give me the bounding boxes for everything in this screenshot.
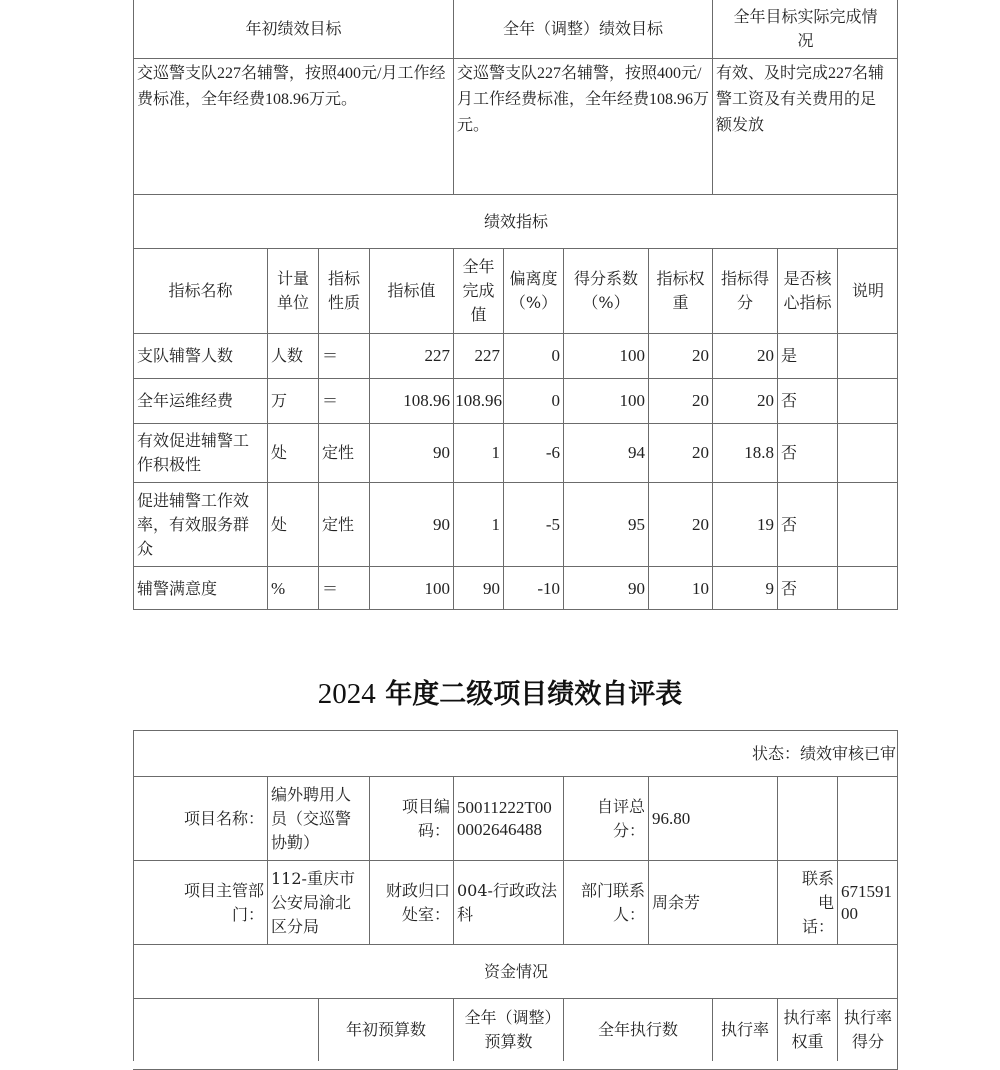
total-score-value: 96.80 — [648, 776, 777, 860]
row3-weight: 20 — [648, 482, 712, 566]
row4-coef: 90 — [563, 566, 648, 610]
row4-unit: % — [267, 566, 318, 610]
row2-actual: 1 — [453, 423, 503, 482]
phone-label: 联系电话： — [777, 860, 837, 944]
row4-actual: 90 — [453, 566, 503, 610]
col-annual-execution: 全年执行数 — [563, 998, 712, 1061]
row0-actual: 227 — [453, 333, 503, 378]
row4-weight: 10 — [648, 566, 712, 610]
row1-score: 20 — [712, 378, 777, 423]
row1-weight: 20 — [648, 378, 712, 423]
col-initial-budget: 年初预算数 — [318, 998, 453, 1061]
row2-name: 有效促进辅警工作积极性 — [133, 423, 267, 482]
dept-label: 项目主管部门： — [133, 860, 267, 944]
row4-target: 100 — [369, 566, 453, 610]
row3-nature: 定性 — [318, 482, 369, 566]
row4-note — [837, 566, 898, 610]
row1-unit: 万 — [267, 378, 318, 423]
actual-completion-text: 有效、及时完成227名辅警工资及有关费用的足额发放 — [712, 58, 898, 194]
row3-name: 促进辅警工作效率，有效服务群众 — [133, 482, 267, 566]
row3-deviation: -5 — [503, 482, 563, 566]
funds-section-title: 资金情况 — [133, 944, 898, 998]
project-name-value: 编外聘用人员（交巡警协勤） — [267, 776, 369, 860]
col-execution-rate: 执行率 — [712, 998, 777, 1061]
empty-cell-a — [777, 776, 837, 860]
header-actual-completion: 全年目标实际完成情况 — [712, 0, 898, 58]
empty-cell-b — [837, 776, 898, 860]
row3-core: 否 — [777, 482, 837, 566]
col-score: 指标得分 — [712, 248, 777, 333]
phone-value: 67159100 — [837, 860, 898, 944]
contact-value: 周余芳 — [648, 860, 777, 944]
row2-nature: 定性 — [318, 423, 369, 482]
row0-score: 20 — [712, 333, 777, 378]
col-indicator-name: 指标名称 — [133, 248, 267, 333]
finance-office-value: 004-行政政法科 — [453, 860, 563, 944]
col-note: 说明 — [837, 248, 898, 333]
row1-target: 108.96 — [369, 378, 453, 423]
row4-score: 9 — [712, 566, 777, 610]
row0-unit: 人数 — [267, 333, 318, 378]
contact-label: 部门联系人： — [563, 860, 648, 944]
col-execution-rate-score: 执行率得分 — [837, 998, 898, 1061]
col-core: 是否核心指标 — [777, 248, 837, 333]
project-code-value: 50011222T000002646488 — [453, 776, 563, 860]
row1-deviation: 0 — [503, 378, 563, 423]
row2-score: 18.8 — [712, 423, 777, 482]
row1-name: 全年运维经费 — [133, 378, 267, 423]
row1-core: 否 — [777, 378, 837, 423]
row2-core: 否 — [777, 423, 837, 482]
row2-weight: 20 — [648, 423, 712, 482]
header-initial-goal: 年初绩效目标 — [133, 0, 453, 58]
row4-nature: ＝ — [318, 566, 369, 610]
col-unit: 计量单位 — [267, 248, 318, 333]
row0-nature: ＝ — [318, 333, 369, 378]
funds-empty-header — [133, 998, 318, 1061]
header-adjusted-goal: 全年（调整）绩效目标 — [453, 0, 712, 58]
row1-coef: 100 — [563, 378, 648, 423]
project-code-label: 项目编码： — [369, 776, 453, 860]
report-title-text: 年度二级项目绩效自评表 — [385, 679, 683, 710]
col-execution-rate-weight: 执行率权重 — [777, 998, 837, 1061]
initial-goal-text: 交巡警支队227名辅警，按照400元/月工作经费标准，全年经费108.96万元。 — [133, 58, 453, 194]
row4-name: 辅警满意度 — [133, 566, 267, 610]
indicators-section-title: 绩效指标 — [133, 194, 898, 248]
row0-name: 支队辅警人数 — [133, 333, 267, 378]
adjusted-goal-text: 交巡警支队227名辅警，按照400元/月工作经费标准，全年经费108.96万元。 — [453, 58, 712, 194]
col-actual: 全年完成值 — [453, 248, 503, 333]
finance-office-label: 财政归口处室： — [369, 860, 453, 944]
col-coefficient: 得分系数（%） — [563, 248, 648, 333]
row3-score: 19 — [712, 482, 777, 566]
status-text: 状态：绩效审核已审 — [133, 730, 898, 776]
row0-note — [837, 333, 898, 378]
row2-note — [837, 423, 898, 482]
report-title-year: 2024 — [317, 678, 376, 710]
col-weight: 指标权重 — [648, 248, 712, 333]
row0-weight: 20 — [648, 333, 712, 378]
row3-note — [837, 482, 898, 566]
row1-nature: ＝ — [318, 378, 369, 423]
project-name-label: 项目名称： — [133, 776, 267, 860]
row3-unit: 处 — [267, 482, 318, 566]
row1-actual: 108.96 — [453, 378, 503, 423]
row2-coef: 94 — [563, 423, 648, 482]
col-deviation: 偏离度（%） — [503, 248, 563, 333]
total-score-label: 自评总分： — [563, 776, 648, 860]
col-target: 指标值 — [369, 248, 453, 333]
row2-target: 90 — [369, 423, 453, 482]
col-nature: 指标性质 — [318, 248, 369, 333]
row3-coef: 95 — [563, 482, 648, 566]
row2-deviation: -6 — [503, 423, 563, 482]
row3-target: 90 — [369, 482, 453, 566]
row3-actual: 1 — [453, 482, 503, 566]
row0-core: 是 — [777, 333, 837, 378]
report-title — [0, 672, 1000, 711]
row2-unit: 处 — [267, 423, 318, 482]
row0-target: 227 — [369, 333, 453, 378]
row4-core: 否 — [777, 566, 837, 610]
row0-coef: 100 — [563, 333, 648, 378]
row0-deviation: 0 — [503, 333, 563, 378]
row1-note — [837, 378, 898, 423]
col-adjusted-budget: 全年（调整）预算数 — [453, 998, 563, 1061]
row4-deviation: -10 — [503, 566, 563, 610]
dept-value: 112-重庆市公安局渝北区分局 — [267, 860, 369, 944]
